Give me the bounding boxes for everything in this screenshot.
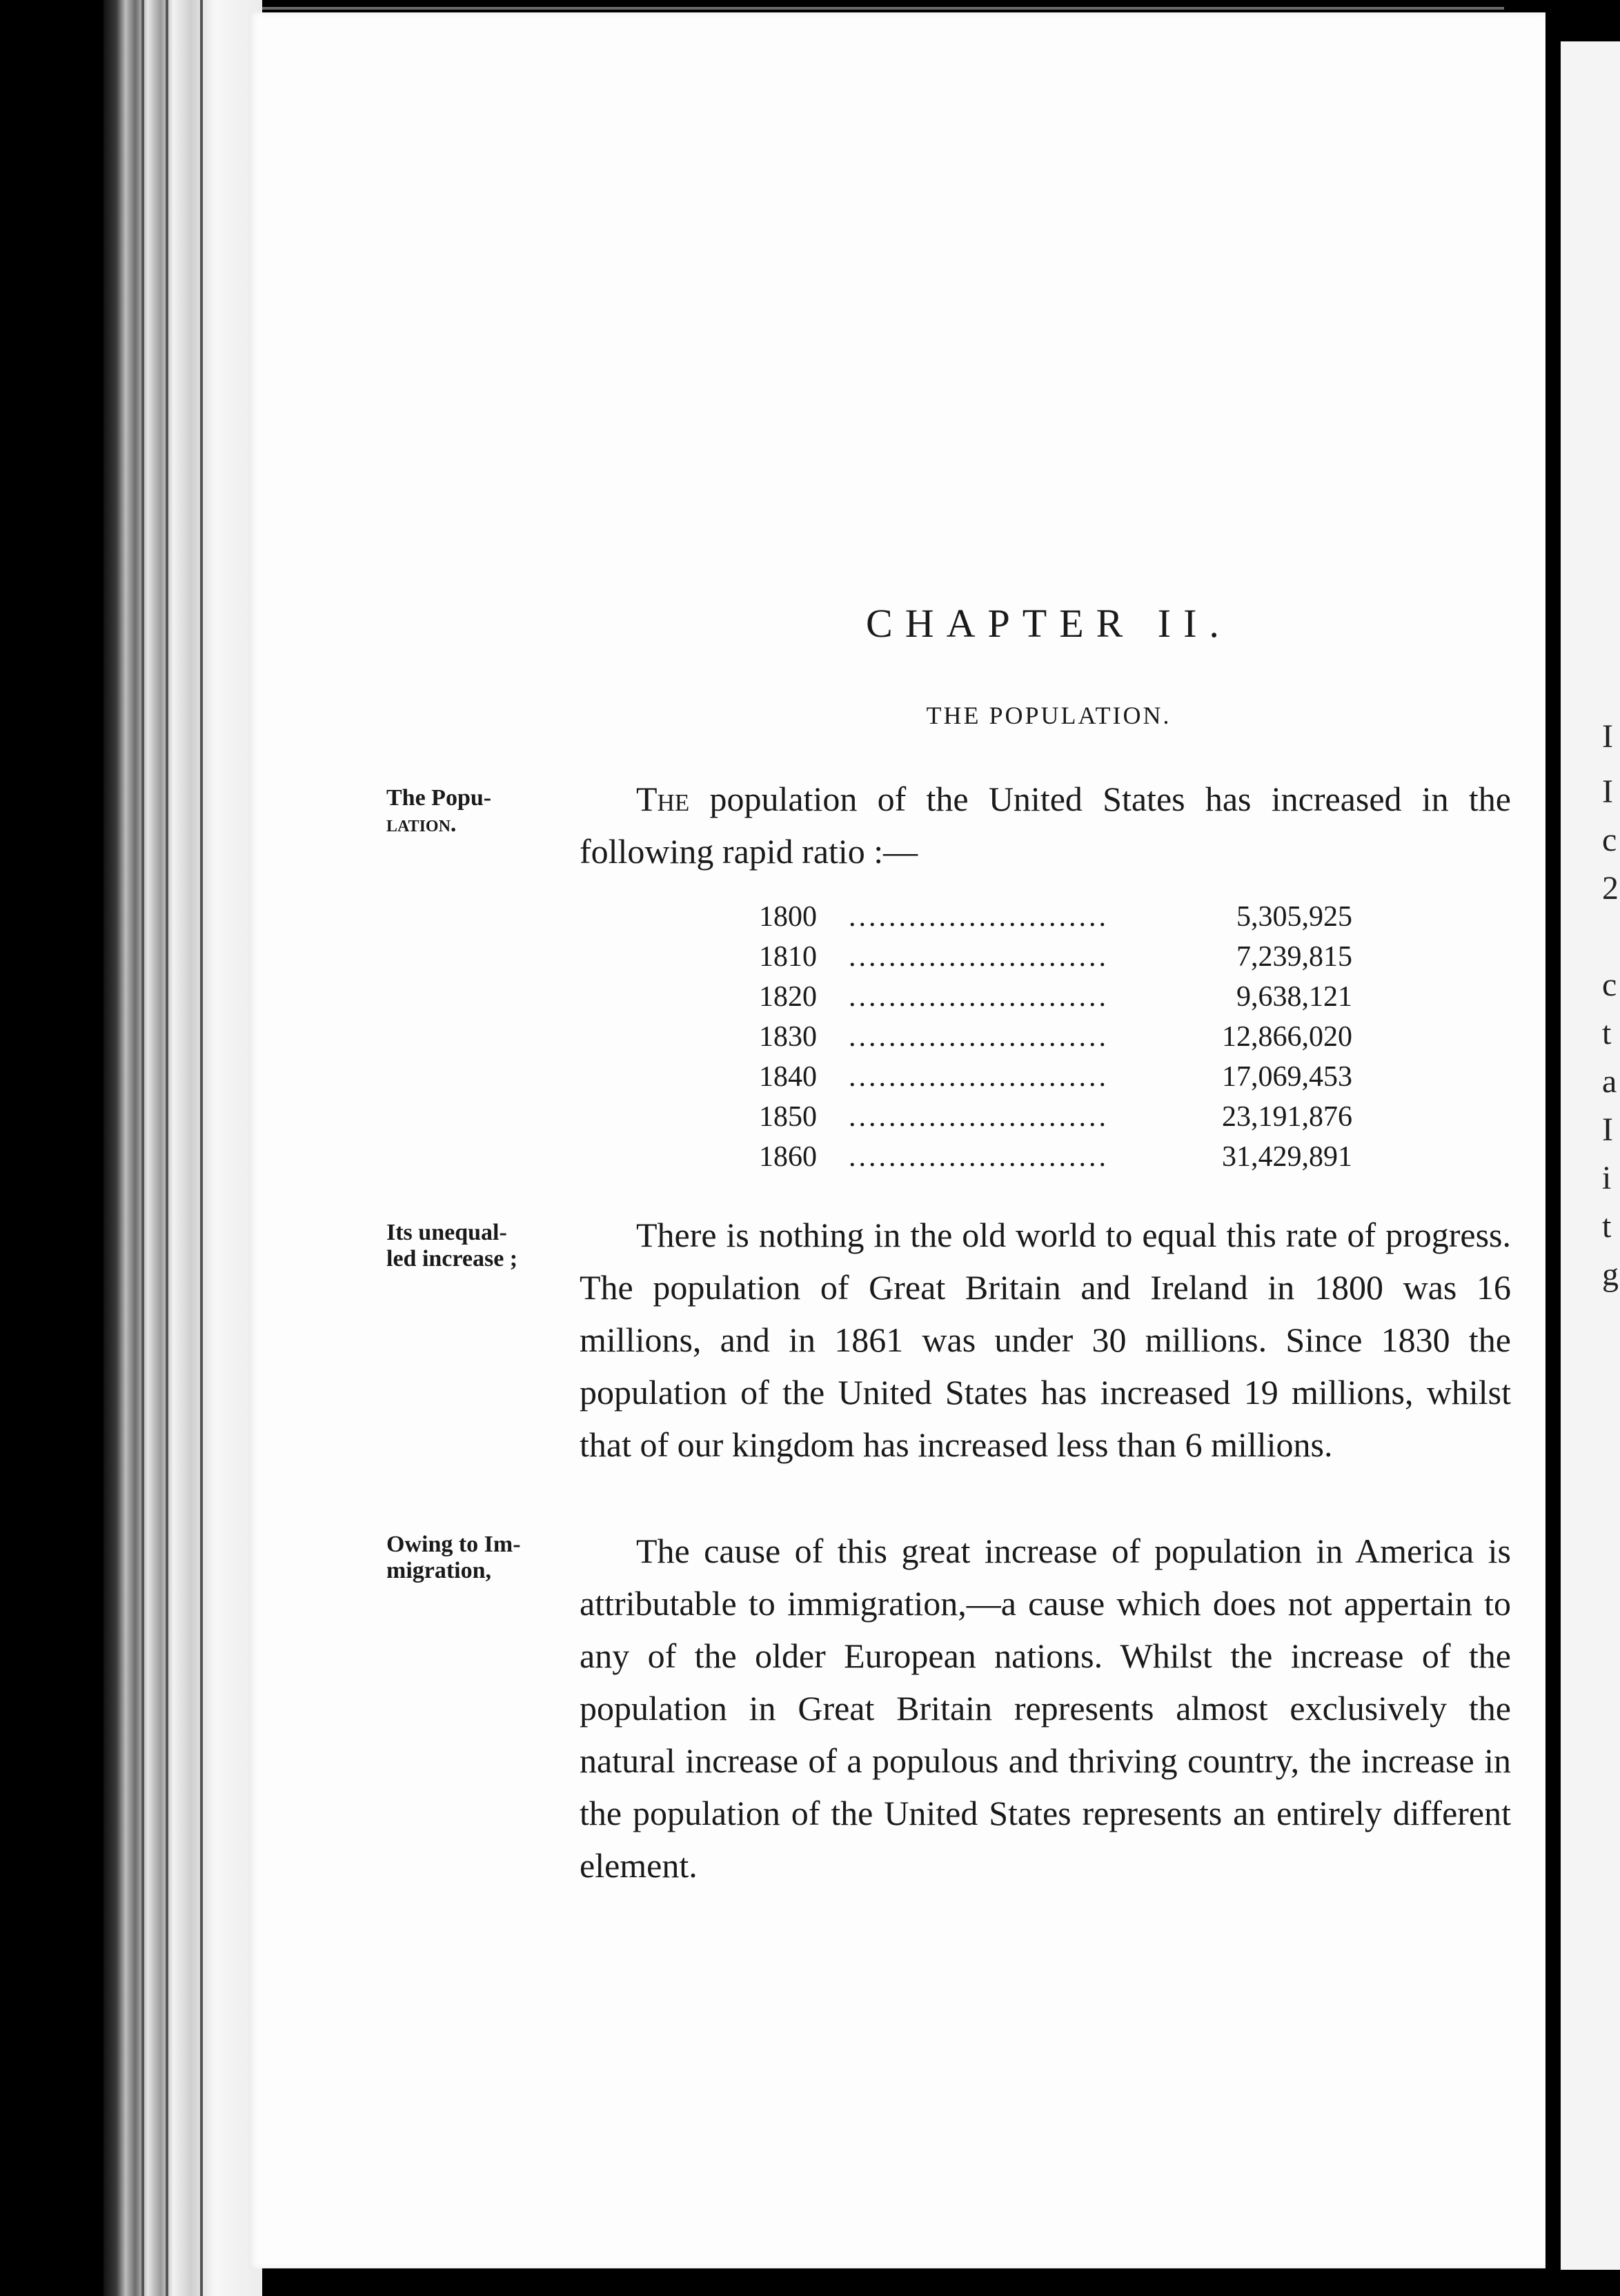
margin-note-line: Its unequal-: [386, 1220, 507, 1245]
leader-dots: ..........................: [849, 941, 1109, 973]
table-row: [759, 937, 1352, 977]
margin-note-population: [386, 785, 566, 838]
population-cell: 7,239,815: [1236, 941, 1352, 973]
leader-dots: ..........................: [849, 1101, 1109, 1133]
year-cell: 1820: [759, 981, 817, 1013]
intro-lead-word: The: [636, 780, 690, 818]
adjacent-page-fragment: g: [1602, 1256, 1619, 1293]
margin-note-line: led increase ;: [386, 1246, 518, 1271]
paragraph-immigration: The cause of this great increase of population in America is attributable to immigration,—a cause which does not appertain to any of the older European nations. Whilst the increase of the population in Great Britain represents almost exclusively the natural increase of a populous and thriving country, the increase in the population of the United States represents an entirely different element.: [580, 1532, 1511, 1885]
year-cell: 1800: [759, 901, 817, 933]
adjacent-page-fragment: t: [1602, 1208, 1612, 1245]
population-cell: 12,866,020: [1222, 1021, 1352, 1053]
margin-note-line: Owing to Im-: [386, 1532, 521, 1557]
page-top-edge: [262, 7, 1504, 10]
population-cell: 5,305,925: [1236, 901, 1352, 933]
population-cell: 31,429,891: [1222, 1141, 1352, 1173]
leader-dots: ..........................: [849, 981, 1109, 1013]
year-cell: 1850: [759, 1101, 817, 1133]
adjacent-page-fragment: 2: [1602, 870, 1619, 907]
intro-text: population of the United States has increased in the following rapid ratio :—: [580, 780, 1511, 871]
population-table: [759, 897, 1352, 1177]
page-edge-line: [166, 0, 168, 2296]
paragraph-progress: There is nothing in the old world to equal this rate of progress. The population of Great Britain and Ireland in 1800 was 16 millions, and in 1861 was under 30 millions. Since 1830 the population of the United States has increased 19 millions, whilst that of our kingdom has increased less than 6 millions.: [580, 1216, 1511, 1464]
margin-note-unequalled: [386, 1220, 566, 1272]
table-row: [759, 1097, 1352, 1137]
chapter-subheading: THE POPULATION.: [926, 702, 1172, 729]
adjacent-page-fragment: I: [1602, 773, 1613, 810]
margin-note-line: migration,: [386, 1558, 492, 1583]
chapter-heading: CHAPTER II.: [866, 601, 1232, 646]
page-edge-line: [141, 0, 144, 2296]
adjacent-page-fragment: I: [1602, 1111, 1613, 1148]
adjacent-page-fragment: i: [1602, 1160, 1612, 1196]
leader-dots: ..........................: [849, 1141, 1109, 1173]
year-cell: 1840: [759, 1061, 817, 1093]
table-row: [759, 1057, 1352, 1097]
year-cell: 1830: [759, 1021, 817, 1053]
paragraph-intro: [580, 773, 1511, 878]
leader-dots: ..........................: [849, 1061, 1109, 1093]
margin-note-line: The Popu-: [386, 785, 492, 811]
margin-note-immigration: [386, 1532, 566, 1584]
adjacent-page-fragment: t: [1602, 1015, 1612, 1051]
adjacent-page-fragment: a: [1602, 1063, 1617, 1100]
table-row: [759, 1017, 1352, 1057]
population-cell: 9,638,121: [1236, 981, 1352, 1013]
leader-dots: ..........................: [849, 901, 1109, 933]
adjacent-page-edge: [1561, 41, 1620, 2270]
book-binding: [103, 0, 262, 2296]
year-cell: 1810: [759, 941, 817, 973]
page-edge-line: [200, 0, 203, 2296]
population-cell: 23,191,876: [1222, 1101, 1352, 1133]
table-row: [759, 977, 1352, 1017]
population-cell: 17,069,453: [1222, 1061, 1352, 1093]
table-row: [759, 1137, 1352, 1177]
margin-note-line: lation.: [386, 811, 457, 837]
year-cell: 1860: [759, 1141, 817, 1173]
leader-dots: ..........................: [849, 1021, 1109, 1053]
table-row: [759, 897, 1352, 937]
adjacent-page-fragment: I: [1602, 718, 1613, 755]
adjacent-page-fragment: c: [1602, 822, 1617, 858]
adjacent-page-fragment: c: [1602, 967, 1617, 1003]
